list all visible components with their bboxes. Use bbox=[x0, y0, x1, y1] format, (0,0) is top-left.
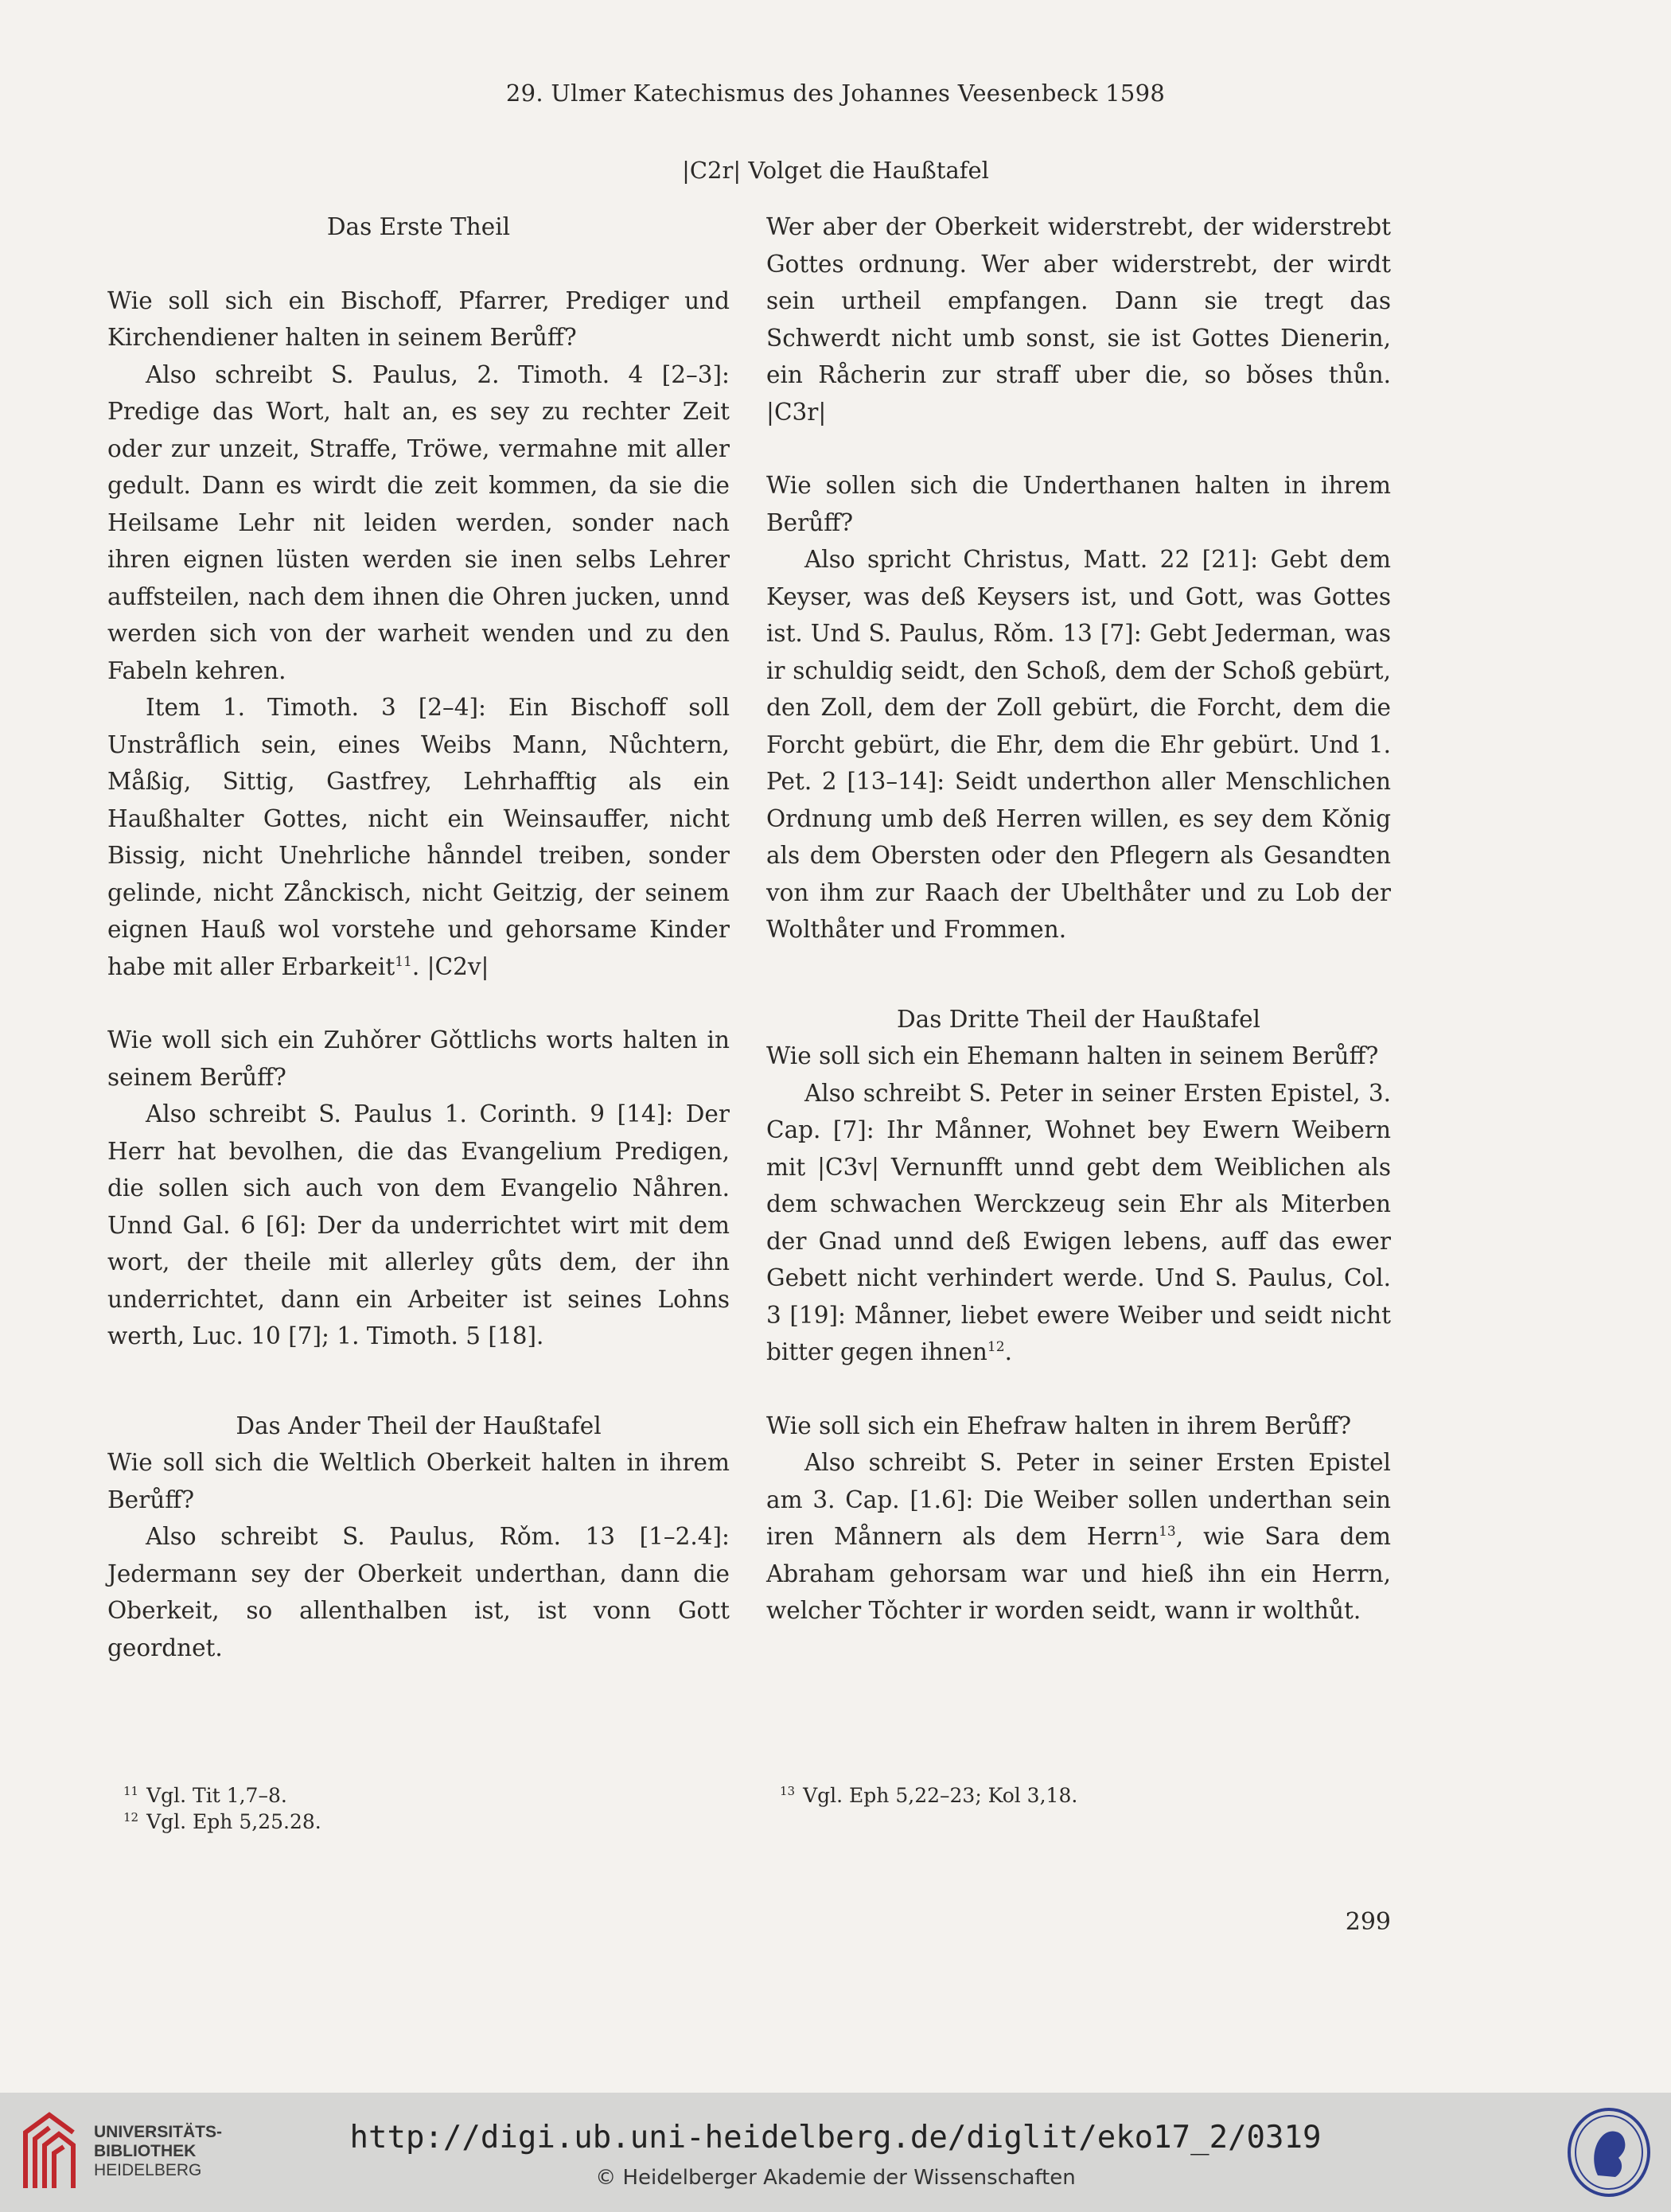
paragraph-text: Item 1. Timoth. 3 [2–4]: Ein Bischoff soll Unstråflich sein, eines Weibs Mann, Nůchtern, Måßig, Sittig, Gastfrey, Lehrhafftig als ein Haußhalter Gottes, nicht ein Weinsauffer, nicht Bissig, nicht Unehrliche hånndel treiben, sonder gelinde, nicht Zånckisch, nicht Geitzig, der seinem eignen Hauß wol vorstehe und gehorsame Kinder habe mit aller Erbarkeit bbox=[107, 694, 730, 980]
footnote-ref-13: 13 bbox=[1159, 1524, 1176, 1540]
paragraph-timothy-4: Also schreibt S. Paulus, 2. Timoth. 4 [2–3]: Predige das Wort, halt an, es sey zu rechter Zeit oder zur unzeit, Straffe, Tröwe, vermahne mit aller gedult. Dann es wirdt die zeit kommen, da sie die Heilsame Lehr nit leiden werden, sonder nach ihren eignen lüsten werden sie inen selbs Lehrer auffsteilen, nach dem ihnen die Ohren jucken, unnd werden sich von der warheit wenden und zu den Fabeln kehren. bbox=[107, 360, 730, 684]
footnote-12: $^{12}$ Vgl. Eph 5,25.28. bbox=[123, 1809, 321, 1833]
copyright-notice: © Heidelberger Akademie der Wissenschaften bbox=[595, 2166, 1076, 2190]
folio-marker: . |C2v| bbox=[411, 952, 489, 980]
paragraph-text: Also schreibt S. Peter in seiner Ersten Epistel am 3. Cap. [1.6]: Die Weiber sollen underthan sein iren Månnern als dem Herrn bbox=[766, 1449, 1391, 1550]
footnote-ref-11: 11 bbox=[395, 953, 412, 970]
question-bishop: Wie soll sich ein Bischoff, Pfarrer, Prediger und Kirchendiener halten in seinem Berůff? bbox=[107, 286, 730, 351]
paragraph-peter-husband: Also schreibt S. Peter in seiner Ersten Epistel, 3. Cap. [7]: Ihr Månner, Wohnet bey Ewern Weibern mit |C3v| Vernunfft unnd gebt dem Weiblichen als dem schwachen Werckzeug sein Ehr als Miterben der Gnad unnd deß Ewigen lebens, auff das ewer Gebett nicht verhindert werde. Und S. Paulus, Col. 3 [19]: Månner, liebet ewere Weiber und seidt nicht bitter gegen ihnen$^{12}$. bbox=[766, 1079, 1391, 1365]
footnote-11: $^{11}$ Vgl. Tit 1,7–8. bbox=[123, 1783, 287, 1807]
academy-seal-icon bbox=[1566, 2107, 1652, 2198]
part-heading-second: Das Ander Theil der Haußtafel bbox=[236, 1412, 602, 1439]
running-head: 29. Ulmer Katechismus des Johannes Veesenbeck 1598 bbox=[505, 80, 1166, 107]
question-wife: Wie soll sich ein Ehefraw halten in ihrem Berůff? bbox=[766, 1412, 1352, 1439]
paragraph-timothy-3 bbox=[107, 689, 730, 985]
paragraph-authority-cont: Wer aber der Oberkeit widerstrebt, der widerstrebt Gottes ordnung. Wer aber widerstrebt, der wirdt sein urtheil empfangen. Dann sie tregt das Schwerdt nicht umb sonst, sie ist Gottes Dienerin, ein Råcherin zur straff uber die, so bǒses thůn. |C3r| bbox=[766, 213, 1391, 426]
question-authority: Wie soll sich die Weltlich Oberkeit halten in ihrem Berůff? bbox=[107, 1449, 730, 1513]
footnotes-right bbox=[780, 1782, 1077, 1809]
footnotes-left bbox=[123, 1782, 321, 1835]
left-column bbox=[107, 208, 730, 1666]
page-number: 299 bbox=[1345, 1908, 1391, 1936]
part-heading-third: Das Dritte Theil der Haußtafel bbox=[897, 1005, 1260, 1033]
question-subjects: Wie sollen sich die Underthanen halten in ihrem Berůff? bbox=[766, 472, 1391, 536]
paragraph-text: , wie Sara dem Abraham gehorsam war und hieß ihn ein Herrn, welcher Tǒchter ir worden seidt, wann ir wolthůt. bbox=[766, 1523, 1391, 1624]
right-column bbox=[766, 208, 1391, 1630]
question-husband: Wie soll sich ein Ehemann halten in seinem Berůff? bbox=[766, 1042, 1379, 1069]
paragraph-corinth: Also schreibt S. Paulus 1. Corinth. 9 [14]: Der Herr hat bevolhen, die das Evangelium Predigen, die sollen sich auch von dem Evangelio Nåhren. Unnd Gal. 6 [6]: Der da underrichtet wirt mit dem wort, der theile mit allerley gůts dem, der ihn underrichtet, dann ein Arbeiter ist seines Lohns werth, Luc. 10 [7]; 1. Timoth. 5 [18]. bbox=[107, 1100, 730, 1349]
question-listener: Wie woll sich ein Zuhǒrer Gǒttlichs worts halten in seinem Berůff? bbox=[107, 1026, 730, 1091]
footnote-ref-12: 12 bbox=[987, 1339, 1005, 1356]
library-name[interactable]: UNIVERSITÄTS- BIBLIOTHEK HEIDELBERG bbox=[94, 2123, 223, 2179]
footnote-13: $^{13}$ Vgl. Eph 5,22–23; Kol 3,18. bbox=[780, 1783, 1078, 1807]
part-heading-first: Das Erste Theil bbox=[326, 213, 511, 240]
paragraph-text: Also schreibt S. Peter in seiner Ersten Epistel, 3. Cap. [7]: Ihr Månner, Wohnet bey Ewern Weibern mit |C3v| Vernunfft unnd gebt dem Weiblichen als dem schwachen Werckzeug sein Ehr als Miterben der Gnad unnd deß Ewigen lebens, auff das ewer Gebett nicht verhindert werde. Und S. Paulus, Col. 3 [19]: Månner, liebet ewere Weiber und seidt nicht bitter gegen ihnen bbox=[766, 1079, 1391, 1365]
paragraph-romans-13: Also schreibt S. Paulus, Rǒm. 13 [1–2.4]: Jedermann sey der Oberkeit underthan, dann die Oberkeit, so allenthalben ist, ist vonn Gott geordnet. bbox=[107, 1523, 730, 1661]
paragraph-matthew: Also spricht Christus, Matt. 22 [21]: Gebt dem Keyser, was deß Keysers ist, und Gott, was Gottes ist. Und S. Paulus, Rǒm. 13 [7]: Gebt Jederman, was ir schuldig seidt, den Schoß, dem der Schoß gebürt, den Zoll, dem der Zoll gebürt, die Forcht, dem die Forcht gebürt, die Ehr, dem die Ehr gebürt. Und 1. Pet. 2 [13–14]: Seidt underthon aller Menschlichen Ordnung umb deß Herren willen, es sey dem Kǒnig als dem Obersten oder den Pflegern als Gesandten von ihm zur Raach der Ubelthåter und zu Lob der Wolthåter und Frommen. bbox=[766, 546, 1391, 943]
permalink-url[interactable]: http://digi.ub.uni-heidelberg.de/diglit/eko17_2/0319 bbox=[349, 2120, 1322, 2156]
paragraph-peter-wife bbox=[766, 1444, 1391, 1630]
section-heading: |C2r| Volget die Haußtafel bbox=[682, 157, 989, 184]
viewer-footer bbox=[0, 2093, 1671, 2212]
